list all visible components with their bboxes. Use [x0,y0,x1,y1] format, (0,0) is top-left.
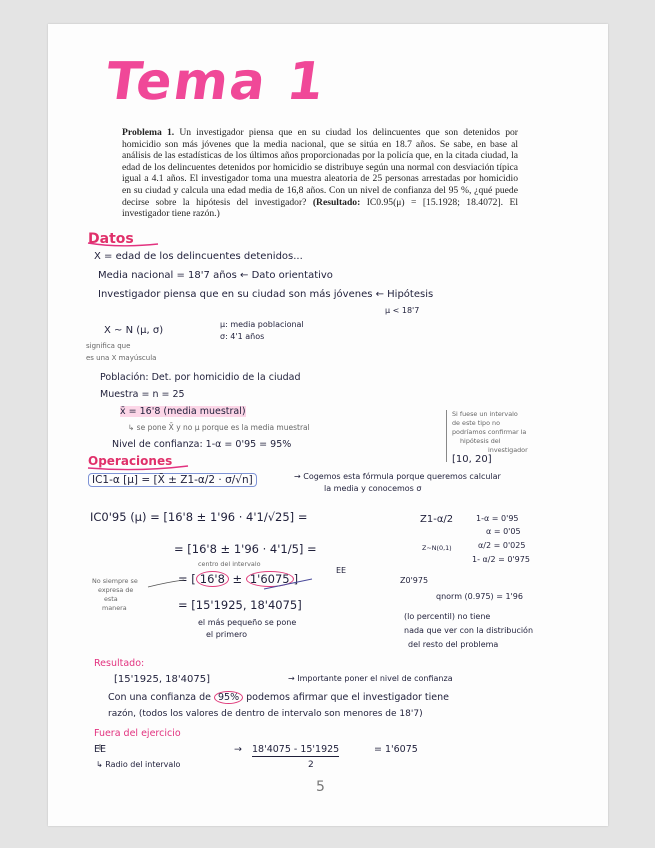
formula-note-1: → Cogemos esta fórmula porque queremos calcular [294,472,501,481]
qnorm-note-3: del resto del problema [408,640,499,649]
note-mayuscula: es una X mayúscula [86,354,157,362]
step-2: = [16'8 ± 1'96 · 4'1/5] = [174,542,317,556]
resultado-interval: [15'1925, 18'4075] [114,674,211,685]
annotation-strokes [48,24,608,826]
datos-line-3b: μ < 18'7 [385,306,420,315]
step-3-center: 16'8 [196,571,229,587]
fuera-heading: Fuera del ejercicio [94,728,181,739]
fuera-arrow: → [234,744,242,755]
step-1: IC0'95 (μ) = [16'8 ± 1'96 · 4'1/√25] = [90,510,308,524]
step-3-radius: 1'6075 [246,571,294,587]
qnorm-note-2: nada que ver con la distribución [404,626,534,635]
z-line-4: 1- α/2 = 0'975 [472,555,530,564]
muestra: Muestra = n = 25 [100,389,185,400]
formula-note-2: la media y conocemos σ [324,484,422,493]
left-note-arrow [148,580,184,587]
left-note-2: expresa de [98,586,134,594]
distribution: X ~ N (μ, σ) [104,325,164,336]
resultado-note: → Importante poner el nivel de confianza [288,674,453,683]
ee-arrow [264,579,312,589]
side-note-5: investigador [488,446,528,454]
under-note-2: el primero [206,630,247,639]
result-text: IC0.95(μ) = [15.1928; 18.4072]. El investigador tiene razón.) [122,196,518,220]
poblacion: Población: Det. por homicidio de la ciudad [100,372,301,383]
z-value: Z0'975 [400,576,429,585]
datos-line-2: Media nacional = 18'7 años ← Dato orientativo [98,270,333,281]
problem-label: Problema 1. [122,127,175,138]
formula-box: IC1-α [μ] = [X̄ ± Z1-α/2 · σ/√n] [88,473,257,487]
resultado-line-1a: Con una confianza de [108,692,211,703]
side-note-4: hipótesis del [460,437,501,445]
centro-note: centro del intervalo [198,560,261,568]
note-media: ↳ se pone X̄ y no μ porque es la media muestral [128,423,310,432]
side-note-1: Si fuese un intervalo [452,410,518,418]
resultado-heading: Resultado: [94,658,145,669]
operaciones-underline [88,466,188,470]
fuera-denominator: 2 [308,760,314,770]
result-label: (Resultado: [312,196,361,208]
page-title: Tema 1 [101,52,330,112]
operaciones-heading: Operaciones [88,454,173,468]
z-line-2: α = 0'05 [486,527,521,536]
note-significa: significa que [86,342,131,350]
z-line-3: α/2 = 0'025 [478,541,526,550]
qnorm-note-1: (lo percentil) no tiene [404,612,491,621]
left-note-3: esta [104,595,118,603]
z-title: Z1-α/2 [420,514,454,525]
notebook-page [48,24,608,826]
nivel-confianza: Nivel de confianza: 1-α = 0'95 = 95% [112,439,292,450]
qnorm: qnorm (0.975) = 1'96 [436,592,523,601]
z-line-1: 1-α = 0'95 [476,514,519,523]
page-number: 5 [316,779,325,795]
fuera-radio: ↳ Radio del intervalo [96,760,181,769]
datos-line-3: Investigador piensa que en su ciudad son más jóvenes ← Hipótesis [98,289,434,300]
step-4: = [15'1925, 18'4075] [178,598,302,612]
resultado-line-1c: podemos afirmar que el investigador tiene [246,692,450,703]
side-interval: [10, 20] [452,454,492,465]
datos-line-1: X = edad de los delincuentes detenidos... [94,251,303,262]
resultado-line-2: razón, (todos los valores de dentro de intervalo son menores de 18'7) [108,709,423,719]
ee-label: EE [336,566,347,575]
side-note-3: podríamos confirmar la [452,428,527,436]
resultado-confidence: 95% [214,691,243,704]
fuera-ee: EE [94,744,107,755]
z-dist: Z~N(0,1) [422,544,452,552]
problem-text: Un investigador piensa que en su ciudad los delincuentes que son detenidos por homicidio son más jóvenes que la media nacional, que se sitúa en 18.7 años. Se sabe, en base al análisis de las estadísticas de los últimos años proporcionadas por la policía que, en la citada ciudad, la edad de los delincuentes detenidos por homicidio se distribuye según una normal con desviación típica igual a 4.1 años. El investigador toma una muestra aleatoria de 25 personas arrestadas por homicidio en su ciudad y calcula una edad media de 16,8 años. Con un nivel de confianza del 95 %, ¿qué puede decirse sobre la hipótesis del investigador? [122,127,518,208]
fuera-result: = 1'6075 [374,744,418,755]
mu-description: μ: media poblacional [220,320,304,329]
media-muestral-text: x̄ = 16'8 (media muestral) [120,406,246,417]
fuera-numerator: 18'4075 - 15'1925 [252,744,340,755]
under-note-1: el más pequeño se pone [198,618,297,627]
left-note-4: manera [102,604,127,612]
datos-heading: Datos [88,231,134,247]
step-3: = [ 16'8 ± 1'6075 ] [178,572,299,586]
left-note-1: No siempre se [92,577,138,585]
side-note-2: de este tipo no [452,419,500,427]
datos-underline [88,243,158,246]
sigma-description: σ: 4'1 años [220,332,265,341]
